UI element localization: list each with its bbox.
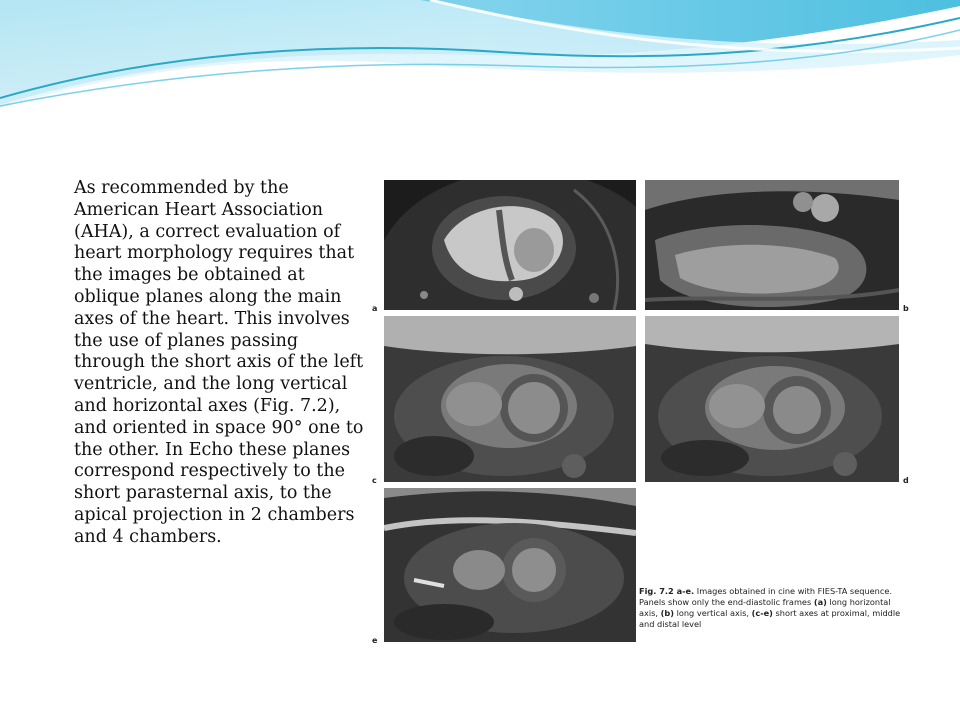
mri-figure xyxy=(368,170,912,656)
panel-letter-d: d xyxy=(903,476,909,485)
mri-image-c xyxy=(384,316,636,482)
panel-letter-e: e xyxy=(372,636,378,645)
caption-text-4: short axes at proximal, middle and distal level xyxy=(639,608,901,629)
panel-letter-b: b xyxy=(903,304,909,313)
mri-image-d xyxy=(645,316,899,482)
mri-image-a xyxy=(384,180,636,310)
mri-panel-a xyxy=(384,180,636,310)
mri-panel-d xyxy=(645,316,899,482)
mri-image-b xyxy=(645,180,899,310)
panel-letter-a: a xyxy=(372,304,378,313)
mri-panel-c xyxy=(384,316,636,482)
figure-caption xyxy=(639,586,901,630)
caption-ref-ce: (c-e) xyxy=(751,608,773,618)
mri-panel-e xyxy=(384,488,636,642)
mri-image-e xyxy=(384,488,636,642)
header-wave-decoration xyxy=(0,0,960,120)
panel-letter-c: c xyxy=(372,476,377,485)
body-paragraph: As recommended by the American Heart Association (AHA), a correct evaluation of heart morphology requires that the images be obtained at oblique planes along the main axes of the heart. This involves the use of planes passing through the short axis of the left ventricle, and the long vertical and horizontal axes (Fig. 7.2), and oriented in space 90° one to the other. In Echo these planes correspond respectively to the short parasternal axis, to the apical projection in 2 chambers and 4 chambers. xyxy=(74,178,364,547)
mri-panel-b xyxy=(645,180,899,310)
caption-label: Fig. 7.2 a-e. xyxy=(639,586,695,596)
caption-text-1: Images obtained in cine with FIES-TA sequence. Panels show only the end-diastolic frames xyxy=(639,586,892,607)
caption-ref-b: (b) xyxy=(660,608,674,618)
caption-text-3: long vertical axis, xyxy=(673,608,752,618)
caption-text-2: long horizontal axis, xyxy=(639,597,891,618)
caption-ref-a: (a) xyxy=(813,597,827,607)
